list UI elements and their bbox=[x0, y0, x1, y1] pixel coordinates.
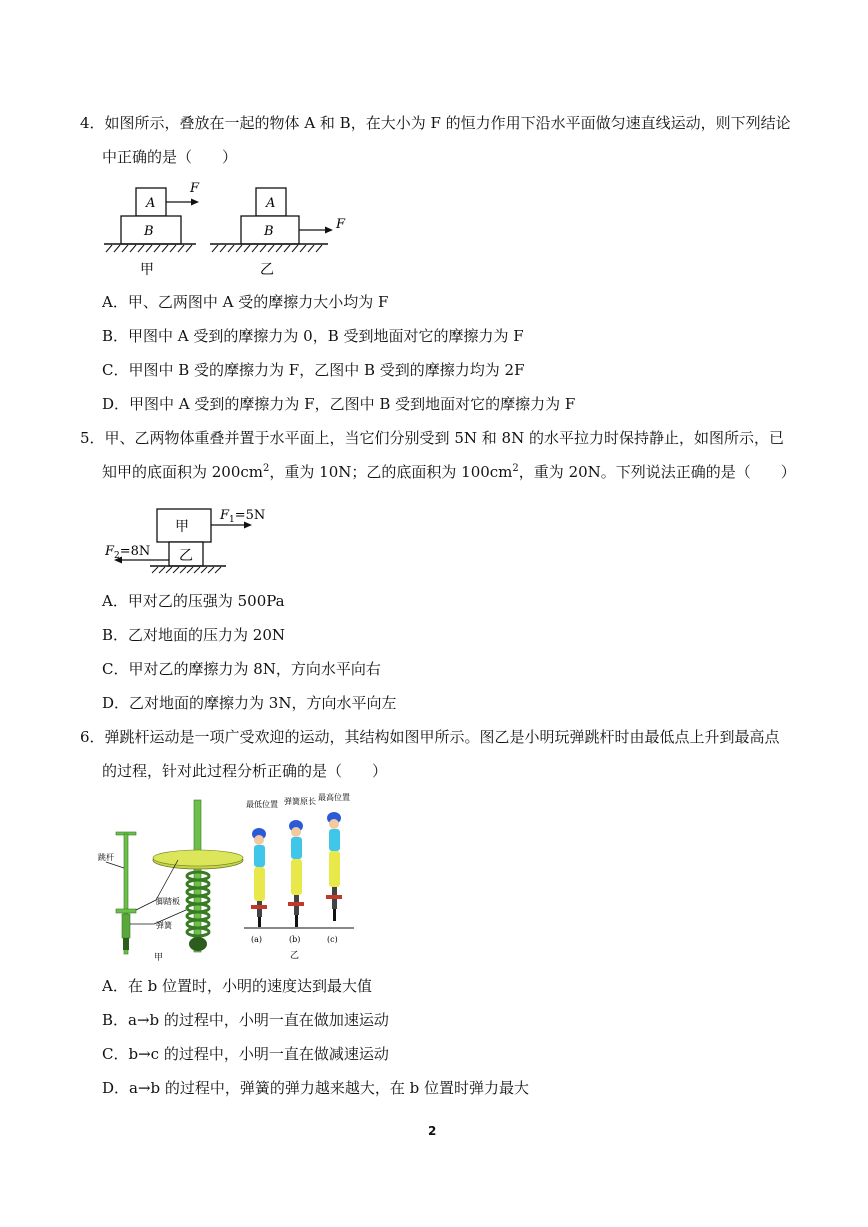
q5-force2-label: $F_2=8N$ bbox=[105, 544, 151, 561]
q4-left-label-a: A bbox=[146, 196, 156, 211]
q4-left-force-label: F bbox=[190, 181, 200, 196]
q6-figure-a bbox=[251, 828, 267, 927]
q5-option-d: D．乙对地面的摩擦力为 3N，方向水平向左 bbox=[102, 694, 397, 712]
q6-figure bbox=[96, 792, 366, 964]
q5-number: 5． bbox=[80, 429, 105, 447]
q4-right-caption: 乙 bbox=[260, 262, 274, 278]
q5-stem-2c: ，重为 20N。下列说法正确的是（ ） bbox=[518, 463, 796, 481]
q4-right-label-b: B bbox=[264, 224, 274, 239]
q5-stem-2b: ，重为 10N；乙的底面积为 100cm bbox=[269, 463, 513, 481]
q6-caption-left: 甲 bbox=[154, 953, 164, 963]
q4-number: 4． bbox=[80, 114, 105, 132]
q5-sup-2: 2 bbox=[512, 463, 519, 474]
q4-figure bbox=[100, 178, 380, 282]
q5-line2 bbox=[102, 462, 796, 482]
q4-right-label-a: A bbox=[266, 196, 276, 211]
q6-label-spring: 弹簧 bbox=[156, 921, 172, 930]
q4-fig-right bbox=[210, 188, 346, 278]
q6-label-pedal: 脚踏板 bbox=[156, 897, 180, 906]
q6-option-a: A．在 b 位置时，小明的速度达到最大值 bbox=[102, 977, 372, 995]
q6-label-natural: 弹簧原长 bbox=[284, 797, 316, 806]
q4-line2: 中正确的是（ ） bbox=[102, 148, 238, 166]
q6-caption-right: 乙 bbox=[290, 951, 300, 961]
q5-option-c: C．甲对乙的摩擦力为 8N，方向水平向右 bbox=[102, 660, 381, 678]
q5-line1 bbox=[80, 428, 784, 448]
q6-number: 6． bbox=[80, 728, 105, 746]
q6-pogo-diagram bbox=[98, 800, 243, 963]
q5-figure bbox=[100, 500, 300, 580]
q4-left-label-b: B bbox=[144, 224, 154, 239]
q5-stem-2a: 知甲的底面积为 200cm bbox=[102, 463, 264, 481]
q4-option-a: A．甲、乙两图中 A 受的摩擦力大小均为 F bbox=[102, 293, 389, 311]
q6-pos-a: (a) bbox=[251, 935, 263, 944]
q4-right-force-label: F bbox=[336, 217, 346, 232]
q6-figure-b bbox=[288, 820, 304, 927]
q6-option-d: D．a→b 的过程中，弹簧的弹力越来越大，在 b 位置时弹力最大 bbox=[102, 1079, 530, 1097]
q6-figure-c bbox=[326, 812, 342, 921]
q4-line1 bbox=[80, 113, 791, 133]
q4-option-b: B．甲图中 A 受到的摩擦力为 0，B 受到地面对它的摩擦力为 F bbox=[102, 327, 524, 345]
q6-option-c: C．b→c 的过程中，小明一直在做减速运动 bbox=[102, 1045, 389, 1063]
q6-label-pole: 跳杆 bbox=[98, 853, 114, 862]
q6-line1 bbox=[80, 727, 780, 747]
page-number: 2 bbox=[428, 1124, 437, 1138]
q5-label-yi: 乙 bbox=[179, 548, 193, 564]
q6-positions-diagram bbox=[244, 792, 354, 961]
q5-label-jia: 甲 bbox=[175, 519, 189, 535]
q4-stem-1: 如图所示，叠放在一起的物体 A 和 B，在大小为 F 的恒力作用下沿水平面做匀速直线运动，则下列结论 bbox=[104, 114, 791, 132]
q6-pos-c: (c) bbox=[327, 935, 338, 944]
q5-force1-label: $F_1=5N$ bbox=[220, 508, 266, 525]
q5-sup-1: 2 bbox=[263, 463, 270, 474]
q6-label-highest: 最高位置 bbox=[318, 793, 350, 802]
q6-line2: 的过程，针对此过程分析正确的是（ ） bbox=[102, 762, 388, 780]
q6-stem-1: 弹跳杆运动是一项广受欢迎的运动，其结构如图甲所示。图乙是小明玩弹跳杆时由最低点上升到最高点 bbox=[104, 728, 780, 746]
q4-option-d: D．甲图中 A 受到的摩擦力为 F，乙图中 B 受到地面对它的摩擦力为 F bbox=[102, 395, 576, 413]
q5-option-b: B．乙对地面的压力为 20N bbox=[102, 626, 286, 644]
q5-option-a: A．甲对乙的压强为 500Pa bbox=[102, 592, 285, 610]
q6-pos-b: (b) bbox=[289, 935, 301, 944]
q6-label-lowest: 最低位置 bbox=[246, 800, 278, 809]
q4-option-c: C．甲图中 B 受的摩擦力为 F，乙图中 B 受到的摩擦力均为 2F bbox=[102, 361, 525, 379]
q5-stem-1: 甲、乙两物体重叠并置于水平面上，当它们分别受到 5N 和 8N 的水平拉力时保持静止，如图所示，已 bbox=[104, 429, 784, 447]
q4-left-caption: 甲 bbox=[140, 262, 154, 278]
q6-option-b: B．a→b 的过程中，小明一直在做加速运动 bbox=[102, 1011, 389, 1029]
q4-fig-left bbox=[104, 181, 200, 278]
